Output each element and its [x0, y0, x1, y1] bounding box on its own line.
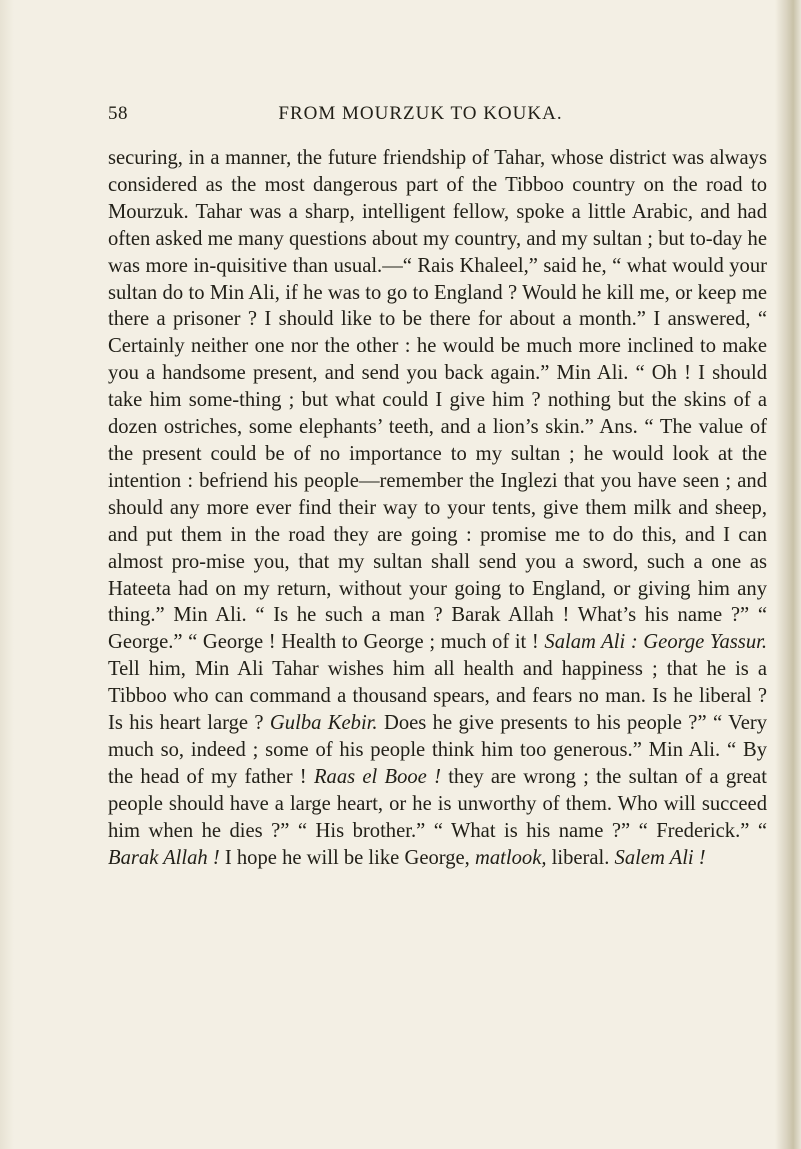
- text-run: they are wrong ; the sultan of a great people should have a large heart, or he is unworthy of them. Who will succeed him when he dies ?” “ His brother.” “ What is his name ?” “ Frederick.” “: [108, 765, 767, 842]
- italic-phrase: Raas el Booe !: [313, 765, 441, 788]
- body-paragraph: [108, 145, 767, 871]
- text-run: securing, in a manner, the future friendship of Tahar, whose district was always considered as the most dangerous part of the Tibboo country on the road to Mourzuk. Tahar was a sharp, intelligent fellow, spoke a little Arabic, and had often asked me many questions about my country, and my sultan ; but to-day he was more in-quisitive than usual.—“ Rais Khaleel,” said he, “ what would your sultan do to Min Ali, if he was to go to England ? Would he kill me, or keep me there a prisoner ? I should like to be there for about a month.” I answered, “ Certainly neither one nor the other : he would be much more inclined to make you a handsome present, and send you back again.” Min Ali. “ Oh ! I should take him some-thing ; but what could I give him ? nothing but the skins of a dozen ostriches, some elephants’ teeth, and a lion’s skin.” Ans. “ The value of the present could be of no importance to my sultan ; he would look at the intention : befriend his people—remember the Inglezi that you have seen ; and should any more ever find their way to your tents, give them milk and sheep, and put them in the road they are going : promise me to do this, and I can almost pro-mise you, that my sultan shall send you a sword, such a one as Hateeta had on my return, without your going to England, or giving him any thing.” Min Ali. “ Is he such a man ? Barak Allah ! What’s his name ?” “ George.” “ George ! Health to George ; much of it !: [108, 147, 767, 654]
- text-run: Does he give presents to his people ?” “ Very much so, indeed ; some of his people think him too generous.” Min Ali. “ By the head of my father !: [108, 712, 768, 788]
- text-run: liberal.: [546, 846, 615, 869]
- text-run: I hope he will be like George,: [219, 846, 475, 869]
- running-head: [108, 103, 763, 127]
- italic-phrase: Barak Allah !: [108, 846, 220, 869]
- running-title: FROM MOURZUK TO KOUKA.: [278, 103, 563, 124]
- italic-phrase: Salam Ali : George Yassur.: [544, 631, 767, 654]
- page-number: 58: [108, 103, 128, 124]
- page-edge: [775, 0, 801, 1149]
- italic-phrase: Gulba Kebir.: [269, 712, 378, 735]
- italic-phrase: matlook,: [474, 846, 547, 869]
- text-run: Tell him, Min Ali Tahar wishes him all health and happiness ; that he is a Tibboo who can command a thousand spears, and fears no man. Is he liberal ? Is his heart large ?: [108, 658, 767, 735]
- italic-phrase: Salem Ali !: [614, 846, 706, 869]
- page-gutter-shadow: [0, 0, 14, 1149]
